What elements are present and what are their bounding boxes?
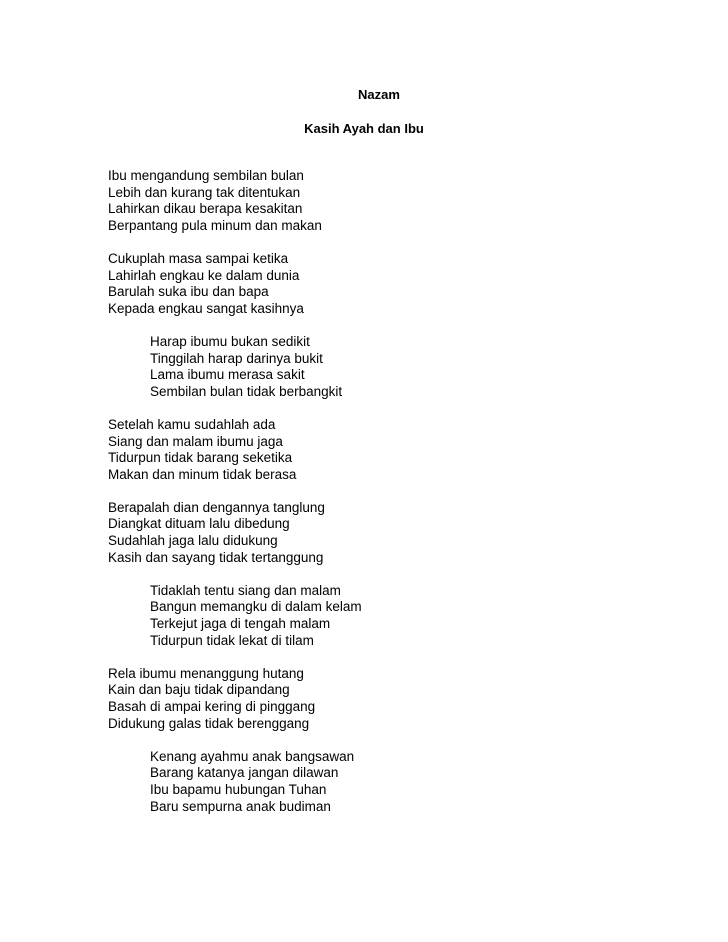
poem-line: Sembilan bulan tidak berbangkit — [150, 383, 343, 399]
poem-line: Barang katanya jangan dilawan — [150, 765, 339, 781]
stanza-2 — [108, 251, 708, 317]
poem-line: Lama ibumu merasa sakit — [150, 367, 305, 383]
poem-line: Baru sempurna anak budiman — [150, 798, 331, 814]
stanza-7 — [108, 666, 708, 732]
stanza-8 — [108, 749, 708, 815]
poem-line: Lebih dan kurang tak ditentukan — [108, 184, 301, 200]
stanza-3 — [108, 334, 708, 400]
poem-body — [108, 168, 708, 832]
poem-line: Makan dan minum tidak berasa — [108, 466, 297, 482]
stanza-1 — [108, 168, 708, 234]
poem-line: Basah di ampai kering di pinggang — [108, 699, 316, 714]
poem-line: Setelah kamu sudahlah ada — [108, 416, 276, 432]
poem-line: Tidurpun tidak barang seketika — [108, 450, 293, 466]
poem-line: Bangun memangku di dalam kelam — [150, 599, 362, 615]
poem-line: Kain dan baju tidak dipandang — [108, 682, 290, 698]
poem-line: Tidaklah tentu siang dan malam — [150, 582, 341, 598]
poem-line: Harap ibumu bukan sedikit — [150, 333, 310, 349]
poem-line: Cukuplah masa sampai ketika — [108, 250, 289, 266]
poem-line: Kasih dan sayang tidak tertanggung — [108, 549, 324, 565]
poem-line: Berapalah dian dengannya tanglung — [108, 499, 325, 515]
poem-line: Tinggilah harap darinya bukit — [150, 350, 323, 366]
poem-line: Lahirlah engkau ke dalam dunia — [108, 267, 300, 283]
document-title: Nazam — [358, 87, 400, 102]
poem-line: Ibu bapamu hubungan Tuhan — [150, 781, 327, 797]
poem-line: Diangkat dituam lalu dibedung — [108, 516, 290, 532]
poem-line: Kenang ayahmu anak bangsawan — [150, 748, 355, 764]
poem-line: Rela ibumu menanggung hutang — [108, 665, 304, 681]
poem-line: Barulah suka ibu dan bapa — [108, 284, 269, 300]
poem-line: Sudahlah jaga lalu didukung — [108, 533, 278, 549]
poem-line: Kepada engkau sangat kasihnya — [108, 300, 304, 316]
poem-line: Terkejut jaga di tengah malam — [150, 616, 331, 632]
stanza-6 — [108, 583, 708, 649]
stanza-5 — [108, 500, 708, 566]
document-subtitle: Kasih Ayah dan Ibu — [304, 121, 424, 136]
poem-line: Berpantang pula minum dan makan — [108, 217, 322, 233]
poem-line: Ibu mengandung sembilan bulan — [108, 168, 304, 183]
poem-line: Siang dan malam ibumu jaga — [108, 433, 283, 449]
poem-line: Lahirkan dikau berapa kesakitan — [108, 201, 303, 217]
poem-line: Didukung galas tidak berenggang — [108, 715, 310, 731]
stanza-4 — [108, 417, 708, 483]
poem-line: Tidurpun tidak lekat di tilam — [150, 632, 314, 648]
